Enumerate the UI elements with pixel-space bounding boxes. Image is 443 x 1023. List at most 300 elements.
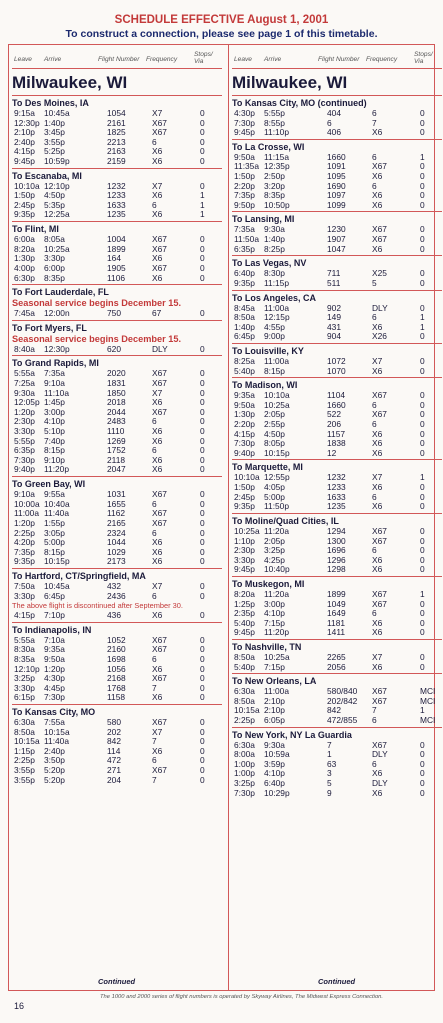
discontinued-note: The above flight is discontinued after September 30. bbox=[12, 601, 183, 611]
leave-time: 1:25p bbox=[234, 598, 255, 609]
flight-number: 6 bbox=[327, 117, 332, 128]
arrive-time: 10:25a bbox=[44, 243, 70, 254]
frequency: 67 bbox=[152, 308, 162, 319]
frequency: X6 bbox=[152, 454, 163, 465]
arrive-time: 2:10p bbox=[264, 705, 285, 716]
stops-via: 0 bbox=[200, 136, 205, 147]
leave-time: 1:50p bbox=[14, 190, 35, 201]
frequency: X67 bbox=[152, 234, 167, 245]
stops-via: 0 bbox=[420, 447, 425, 458]
frequency: X67 bbox=[152, 717, 167, 728]
flight-number: 2161 bbox=[107, 117, 126, 128]
stops-via: 0 bbox=[200, 253, 205, 264]
leave-time: 7:30p bbox=[234, 438, 255, 449]
leave-time: 8:00a bbox=[234, 749, 255, 760]
destination-heading: To Green Bay, WI bbox=[12, 476, 222, 490]
frequency: X67 bbox=[152, 517, 167, 528]
arrive-time: 4:25p bbox=[264, 554, 285, 565]
stops-via: 0 bbox=[200, 377, 205, 388]
flight-number: 1232 bbox=[107, 180, 126, 191]
flight-number: 750 bbox=[107, 308, 121, 319]
stops-via: 0 bbox=[420, 554, 425, 565]
flight-number: 2173 bbox=[107, 556, 126, 567]
stops-via: 0 bbox=[200, 580, 205, 591]
stops-via: 0 bbox=[420, 355, 425, 366]
arrive-time: 8:55p bbox=[264, 117, 285, 128]
flight-number: 842 bbox=[327, 705, 341, 716]
leave-time: 8:30a bbox=[14, 644, 35, 655]
timetable-column-left bbox=[12, 46, 222, 785]
stops-via: 0 bbox=[200, 682, 205, 693]
stops-via: 0 bbox=[200, 556, 205, 567]
leave-time: 3:30p bbox=[14, 682, 35, 693]
arrive-time: 8:15p bbox=[44, 445, 65, 456]
schedule-row bbox=[232, 245, 442, 255]
stops-via: 0 bbox=[420, 482, 425, 493]
flight-number: 580/840 bbox=[327, 686, 358, 697]
leave-time: 7:30p bbox=[234, 787, 255, 798]
leave-time: 12:30p bbox=[14, 117, 40, 128]
stops-via: 0 bbox=[200, 308, 205, 319]
frequency: X6 bbox=[152, 253, 163, 264]
leave-time: 2:20p bbox=[234, 419, 255, 430]
flight-number: 1181 bbox=[327, 617, 346, 628]
leave-time: 4:15p bbox=[14, 146, 35, 157]
destination-heading: To Madison, WI bbox=[232, 377, 442, 391]
column-header-stops: Stops/ Via bbox=[414, 51, 433, 65]
arrive-time: 6:00p bbox=[44, 262, 65, 273]
leave-time: 3:25p bbox=[14, 673, 35, 684]
schedule-row bbox=[232, 565, 442, 575]
flight-number: 902 bbox=[327, 302, 341, 313]
arrive-time: 10:50p bbox=[264, 199, 290, 210]
seasonal-notice: Seasonal service begins December 15. bbox=[12, 298, 182, 309]
destination-block bbox=[232, 459, 442, 511]
frequency: X67 bbox=[152, 634, 167, 645]
frequency: X7 bbox=[152, 180, 163, 191]
destination-heading: To Los Angeles, CA bbox=[232, 290, 442, 304]
frequency: 6 bbox=[152, 199, 157, 210]
stops-via: 0 bbox=[200, 527, 205, 538]
stops-via: 0 bbox=[420, 234, 425, 245]
frequency: X6 bbox=[152, 546, 163, 557]
frequency: X7 bbox=[152, 108, 163, 118]
frequency: 6 bbox=[152, 590, 157, 601]
stops-via: 0 bbox=[420, 778, 425, 789]
arrive-time: 4:30p bbox=[44, 673, 65, 684]
schedule-row bbox=[12, 592, 222, 602]
destination-block bbox=[232, 727, 442, 799]
stops-via: 0 bbox=[420, 302, 425, 313]
frequency: 5 bbox=[372, 277, 377, 288]
schedule-row bbox=[232, 789, 442, 799]
arrive-time: 6:05p bbox=[264, 715, 285, 726]
leave-time: 8:20a bbox=[234, 588, 255, 599]
arrive-time: 11:15p bbox=[264, 277, 289, 288]
frequency: X67 bbox=[152, 406, 167, 417]
column-header-frequency: Frequency bbox=[366, 56, 398, 64]
arrive-time: 9:30a bbox=[264, 739, 285, 750]
arrive-time: 5:00p bbox=[44, 537, 65, 548]
frequency: 7 bbox=[152, 682, 157, 693]
leave-time: 9:35p bbox=[14, 556, 35, 567]
frequency: X67 bbox=[152, 489, 167, 500]
stops-via: 1 bbox=[420, 472, 425, 483]
column-header-arrive: Arrive bbox=[44, 56, 62, 64]
destination-heading: To Muskegon, MI bbox=[232, 576, 442, 590]
leave-time: 7:30p bbox=[14, 454, 35, 465]
stops-via: 1 bbox=[200, 209, 205, 220]
stops-via: 0 bbox=[420, 758, 425, 769]
schedule-row bbox=[232, 716, 442, 726]
leave-time: 5:55p bbox=[14, 435, 35, 446]
leave-time: 8:20a bbox=[14, 243, 35, 254]
leave-time: 9:45p bbox=[234, 627, 255, 638]
stops-via: 0 bbox=[200, 634, 205, 645]
flight-number: 202 bbox=[107, 726, 121, 737]
stops-via: 0 bbox=[200, 397, 205, 408]
schedule-row bbox=[232, 663, 442, 673]
frequency: X7 bbox=[152, 580, 163, 591]
arrive-time: 4:10p bbox=[264, 768, 285, 779]
arrive-time: 6:45p bbox=[44, 590, 65, 601]
leave-time: 10:15a bbox=[234, 705, 260, 716]
continued-label-right: Continued bbox=[318, 977, 356, 986]
frequency: X67 bbox=[152, 368, 167, 379]
leave-time: 3:30p bbox=[14, 590, 35, 601]
stops-via: 0 bbox=[200, 717, 205, 728]
footnote: The 1000 and 2000 series of flight numbers is operated by Skyway Airlines, The Midwest Express Connection. bbox=[100, 994, 384, 1000]
frequency: X6 bbox=[152, 146, 163, 157]
frequency: X67 bbox=[372, 535, 387, 546]
arrive-time: 3:25p bbox=[264, 545, 285, 556]
arrive-time: 11:10p bbox=[264, 127, 289, 138]
stops-via: 0 bbox=[200, 663, 205, 674]
frequency: 6 bbox=[152, 527, 157, 538]
flight-number: 1232 bbox=[327, 472, 346, 483]
leave-time: 9:45p bbox=[14, 156, 35, 167]
destination-block bbox=[12, 284, 222, 319]
leave-time: 1:15p bbox=[14, 745, 35, 756]
leave-time: 5:55a bbox=[14, 634, 35, 645]
leave-time: 9:10a bbox=[14, 489, 35, 500]
frequency: 6 bbox=[372, 545, 377, 556]
flight-number: 1162 bbox=[107, 508, 126, 519]
stops-via: 0 bbox=[420, 277, 425, 288]
arrive-time: 3:00p bbox=[264, 598, 285, 609]
stops-via: 0 bbox=[200, 745, 205, 756]
flight-number: 1049 bbox=[327, 598, 346, 609]
frequency: X6 bbox=[372, 171, 383, 182]
stops-via: 0 bbox=[200, 498, 205, 509]
leave-time: 1:30p bbox=[234, 409, 255, 420]
flight-number: 2020 bbox=[107, 368, 126, 379]
frequency: X67 bbox=[152, 117, 167, 128]
frequency: 6 bbox=[152, 416, 157, 427]
leave-time: 9:45p bbox=[234, 564, 255, 575]
arrive-time: 3:00p bbox=[44, 406, 65, 417]
leave-time: 9:40p bbox=[14, 464, 35, 475]
destination-block bbox=[12, 476, 222, 567]
leave-time: 5:40p bbox=[234, 617, 255, 628]
leave-time: 1:40p bbox=[234, 321, 255, 332]
leave-time: 5:55a bbox=[14, 368, 35, 379]
destination-heading: To Fort Lauderdale, FL bbox=[12, 284, 222, 298]
flight-number: 1633 bbox=[107, 199, 126, 210]
leave-time: 3:25p bbox=[234, 778, 255, 789]
leave-time: 9:35p bbox=[234, 501, 255, 512]
arrive-time: 7:10a bbox=[44, 634, 65, 645]
stops-via: 0 bbox=[420, 190, 425, 201]
stops-via: 0 bbox=[200, 146, 205, 157]
frequency: X6 bbox=[372, 199, 383, 210]
flight-number: 1031 bbox=[107, 489, 126, 500]
leave-time: 4:15p bbox=[234, 428, 255, 439]
arrive-time: 12:00n bbox=[44, 308, 70, 319]
leave-time: 9:50a bbox=[234, 151, 255, 162]
leave-time: 6:40p bbox=[234, 268, 255, 279]
frequency: X67 bbox=[152, 377, 167, 388]
flight-number: 1907 bbox=[327, 234, 346, 245]
arrive-time: 4:10p bbox=[44, 416, 65, 427]
stops-via: 0 bbox=[420, 365, 425, 376]
arrive-time: 5:35p bbox=[44, 199, 65, 210]
leave-time: 9:35p bbox=[234, 277, 255, 288]
leave-time: 6:00a bbox=[14, 234, 35, 245]
flight-number: 472/855 bbox=[327, 715, 358, 726]
frequency: X7 bbox=[152, 387, 163, 398]
flight-number: 620 bbox=[107, 343, 121, 354]
flight-number: 1099 bbox=[327, 199, 346, 210]
frequency: X26 bbox=[372, 331, 387, 342]
flight-number: 436 bbox=[107, 610, 121, 621]
arrive-time: 8:05p bbox=[264, 438, 285, 449]
leave-time: 4:15p bbox=[14, 610, 35, 621]
arrive-time: 7:15p bbox=[264, 617, 285, 628]
flight-number: 2044 bbox=[107, 406, 126, 417]
frequency: X6 bbox=[372, 617, 383, 628]
leave-time: 1:50p bbox=[234, 171, 255, 182]
frequency: X6 bbox=[152, 464, 163, 475]
leave-time: 2:25p bbox=[14, 755, 35, 766]
arrive-time: 11:20p bbox=[44, 464, 69, 475]
frequency: X67 bbox=[372, 224, 387, 235]
frequency: X6 bbox=[152, 397, 163, 408]
continued-label-left: Continued bbox=[98, 977, 136, 986]
origin-city-title: Milwaukee, WI bbox=[12, 73, 128, 92]
flight-number: 2018 bbox=[107, 397, 126, 408]
stops-via: 0 bbox=[420, 428, 425, 439]
arrive-time: 7:40p bbox=[44, 435, 65, 446]
schedule-row bbox=[232, 502, 442, 512]
stops-via: 1 bbox=[420, 705, 425, 716]
leave-time: 2:40p bbox=[14, 136, 35, 147]
schedule-row bbox=[12, 465, 222, 475]
flight-number: 1104 bbox=[327, 390, 346, 401]
frequency: 7 bbox=[372, 117, 377, 128]
leave-time: 6:30p bbox=[14, 272, 35, 283]
arrive-time: 5:20p bbox=[44, 765, 65, 776]
leave-time: 11:00a bbox=[14, 508, 39, 519]
arrive-time: 3:45p bbox=[44, 127, 65, 138]
schedule-row bbox=[12, 611, 222, 621]
schedule-row bbox=[232, 332, 442, 342]
flight-number: 1768 bbox=[107, 682, 126, 693]
leave-time: 3:55p bbox=[14, 765, 35, 776]
flight-number: 1905 bbox=[107, 262, 126, 273]
arrive-time: 4:10p bbox=[264, 608, 285, 619]
arrive-time: 5:25p bbox=[44, 146, 65, 157]
arrive-time: 12:10p bbox=[44, 180, 70, 191]
flight-number: 1056 bbox=[107, 663, 126, 674]
leave-time: 6:30a bbox=[234, 739, 255, 750]
leave-time: 9:30a bbox=[14, 387, 35, 398]
arrive-time: 12:55p bbox=[264, 472, 290, 483]
leave-time: 10:25a bbox=[234, 525, 260, 536]
stops-via: 0 bbox=[420, 243, 425, 254]
destination-heading: To Las Vegas, NV bbox=[232, 255, 442, 269]
arrive-time: 10:15p bbox=[44, 556, 70, 567]
stops-via: 0 bbox=[420, 627, 425, 638]
leave-time: 6:35p bbox=[234, 243, 255, 254]
flight-number: 1899 bbox=[327, 588, 346, 599]
arrive-time: 11:20p bbox=[264, 627, 289, 638]
flight-number: 404 bbox=[327, 108, 341, 118]
leave-time: 7:25a bbox=[14, 377, 35, 388]
column-header-row bbox=[12, 46, 222, 69]
frequency: X6 bbox=[372, 787, 383, 798]
arrive-time: 8:25p bbox=[264, 243, 285, 254]
destination-heading: To La Crosse, WI bbox=[232, 139, 442, 153]
column-header-arrive: Arrive bbox=[264, 56, 282, 64]
arrive-time: 5:20p bbox=[44, 774, 65, 785]
stops-via: 0 bbox=[200, 755, 205, 766]
leave-time: 11:35a bbox=[234, 161, 259, 172]
stops-via: 0 bbox=[420, 224, 425, 235]
connection-instruction: To construct a connection, please see page 1 of this timetable. bbox=[65, 28, 378, 40]
leave-time: 6:30a bbox=[14, 717, 35, 728]
column-header-row bbox=[232, 46, 442, 69]
arrive-time: 10:29p bbox=[264, 787, 290, 798]
flight-number: 7 bbox=[327, 739, 332, 750]
destination-heading: To Indianapolis, IN bbox=[12, 622, 222, 636]
stops-via: 0 bbox=[200, 243, 205, 254]
stops-via: 0 bbox=[200, 426, 205, 437]
stops-via: 0 bbox=[420, 409, 425, 420]
flight-number: 1850 bbox=[107, 387, 126, 398]
column-header-flight: Flight Number bbox=[98, 56, 140, 64]
flight-number: 1235 bbox=[107, 209, 126, 220]
arrive-time: 8:05a bbox=[44, 234, 65, 245]
flight-number: 1649 bbox=[327, 608, 346, 619]
stops-via: 0 bbox=[420, 545, 425, 556]
frequency: DLY bbox=[372, 778, 388, 789]
leave-time: 8:25a bbox=[234, 355, 255, 366]
leave-time: 6:45p bbox=[234, 331, 255, 342]
column-header-frequency: Frequency bbox=[146, 56, 178, 64]
destination-block bbox=[12, 168, 222, 220]
stops-via: 0 bbox=[200, 406, 205, 417]
schedule-row bbox=[232, 449, 442, 459]
destination-heading: To Marquette, MI bbox=[232, 459, 442, 473]
frequency: 6 bbox=[372, 758, 377, 769]
frequency: X7 bbox=[372, 355, 383, 366]
arrive-time: 12:25a bbox=[44, 209, 70, 220]
leave-time: 3:55p bbox=[14, 774, 35, 785]
destination-block bbox=[12, 622, 222, 703]
frequency: 6 bbox=[152, 445, 157, 456]
destination-block bbox=[232, 377, 442, 458]
frequency: 6 bbox=[372, 180, 377, 191]
frequency: X67 bbox=[372, 234, 387, 245]
frequency: X6 bbox=[152, 426, 163, 437]
frequency: X6 bbox=[372, 482, 383, 493]
flight-number: 9 bbox=[327, 787, 332, 798]
flight-number: 1029 bbox=[107, 546, 126, 557]
arrive-time: 10:10a bbox=[264, 390, 290, 401]
arrive-time: 5:55p bbox=[264, 108, 285, 118]
frequency: 6 bbox=[372, 419, 377, 430]
flight-number: 1091 bbox=[327, 161, 346, 172]
frequency: X6 bbox=[372, 768, 383, 779]
schedule-row bbox=[12, 157, 222, 167]
arrive-time: 9:30a bbox=[264, 224, 285, 235]
flight-number: 1300 bbox=[327, 535, 346, 546]
leave-time: 5:40p bbox=[234, 661, 255, 672]
frequency: X6 bbox=[152, 692, 163, 703]
leave-time: 9:40p bbox=[234, 447, 255, 458]
frequency: 6 bbox=[152, 653, 157, 664]
stops-via: 0 bbox=[200, 774, 205, 785]
stops-via: 0 bbox=[420, 787, 425, 798]
arrive-time: 10:40p bbox=[264, 564, 290, 575]
destination-heading: To Kansas City, MO (continued) bbox=[232, 95, 442, 109]
frequency: X67 bbox=[372, 409, 387, 420]
flight-number: 511 bbox=[327, 277, 341, 288]
destination-block bbox=[232, 673, 442, 725]
destination-heading: To Grand Rapids, MI bbox=[12, 355, 222, 369]
flight-number: 2165 bbox=[107, 517, 126, 528]
flight-number: 1235 bbox=[327, 501, 346, 512]
stops-via: 0 bbox=[420, 199, 425, 210]
flight-number: 2324 bbox=[107, 527, 126, 538]
stops-via: 1 bbox=[200, 190, 205, 201]
stops-via: 1 bbox=[420, 321, 425, 332]
leave-time: 6:15p bbox=[14, 692, 35, 703]
arrive-time: 7:35a bbox=[44, 368, 65, 379]
stops-via: 0 bbox=[200, 454, 205, 465]
stops-via: 1 bbox=[420, 151, 425, 162]
stops-via: 1 bbox=[420, 588, 425, 599]
stops-via: 0 bbox=[420, 739, 425, 750]
arrive-time: 2:10p bbox=[264, 695, 285, 706]
arrive-time: 1:55p bbox=[44, 517, 65, 528]
leave-time: 7:35p bbox=[234, 190, 255, 201]
frequency: X6 bbox=[372, 661, 383, 672]
arrive-time: 10:40a bbox=[44, 498, 70, 509]
arrive-time: 3:50p bbox=[44, 755, 65, 766]
arrive-time: 2:40p bbox=[44, 745, 65, 756]
flight-number: 522 bbox=[327, 409, 341, 420]
arrive-time: 2:05p bbox=[264, 535, 285, 546]
leave-time: 8:45a bbox=[234, 302, 255, 313]
arrive-time: 8:15p bbox=[264, 365, 285, 376]
column-header-leave: Leave bbox=[234, 56, 252, 64]
leave-time: 8:50a bbox=[234, 651, 255, 662]
arrive-time: 9:00p bbox=[264, 331, 285, 342]
frequency: X67 bbox=[372, 598, 387, 609]
leave-time: 8:50a bbox=[234, 695, 255, 706]
